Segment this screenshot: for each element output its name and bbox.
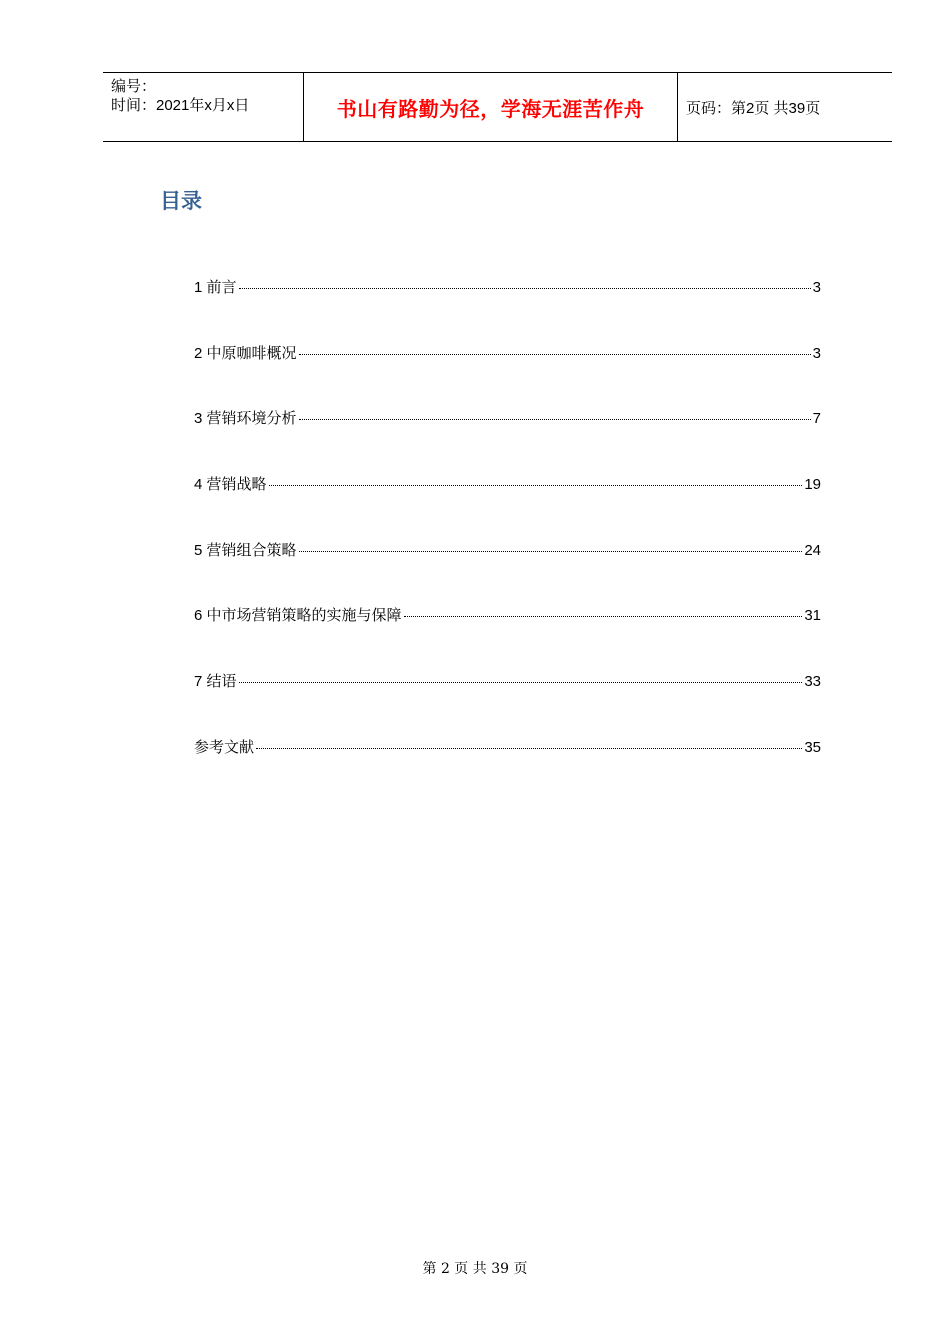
toc-item-label: 3 营销环境分析 <box>194 410 297 428</box>
toc-item-page: 33 <box>804 673 821 691</box>
time-label: 时间：2021年x月x日 <box>111 97 250 114</box>
toc-item-page: 3 <box>812 344 821 362</box>
toc-item-label: 7 结语 <box>194 673 237 691</box>
toc-leader-dots <box>239 287 811 289</box>
header-page-cell <box>678 73 892 141</box>
toc-leader-dots <box>269 484 803 486</box>
toc-item-label: 1 前言 <box>194 279 237 296</box>
toc-item[interactable] <box>194 342 821 364</box>
header-meta-cell <box>103 73 304 141</box>
toc-item-label: 2 中原咖啡概况 <box>194 344 297 362</box>
toc-list <box>194 276 821 802</box>
toc-item-page: 35 <box>804 738 821 756</box>
toc-item[interactable] <box>194 736 821 758</box>
toc-item-page: 19 <box>804 476 821 494</box>
toc-leader-dots <box>299 418 811 420</box>
toc-leader-dots <box>299 550 803 552</box>
toc-item-label: 4 营销战略 <box>194 476 267 494</box>
toc-item-page: 3 <box>812 279 821 296</box>
toc-item-page: 24 <box>804 541 821 559</box>
toc-item[interactable] <box>194 473 821 495</box>
toc-item-label: 6 中市场营销策略的实施与保障 <box>194 607 402 625</box>
page-footer: 第 2 页 共 39 页 <box>422 1261 528 1277</box>
document-header <box>103 72 892 142</box>
toc-leader-dots <box>404 615 803 617</box>
toc-leader-dots <box>299 353 811 355</box>
number-label: 编号： <box>111 78 157 95</box>
toc-leader-dots <box>256 747 802 749</box>
toc-item-label: 参考文献 <box>194 738 255 756</box>
header-motto-cell <box>304 73 678 141</box>
toc-item[interactable] <box>194 670 821 692</box>
page-info: 页码：第2页 共39页 <box>686 99 821 117</box>
toc-item[interactable] <box>194 604 821 626</box>
toc-item[interactable] <box>194 539 821 561</box>
toc-item-page: 7 <box>812 410 821 428</box>
toc-leader-dots <box>239 681 803 683</box>
toc-item[interactable] <box>194 407 821 429</box>
toc-item-label: 5 营销组合策略 <box>194 541 297 559</box>
toc-title: 目录 <box>160 189 202 213</box>
toc-item-page: 31 <box>804 607 821 625</box>
toc-item[interactable] <box>194 276 821 298</box>
motto-text: 书山有路勤为径，学海无涯苦作舟 <box>336 96 645 121</box>
